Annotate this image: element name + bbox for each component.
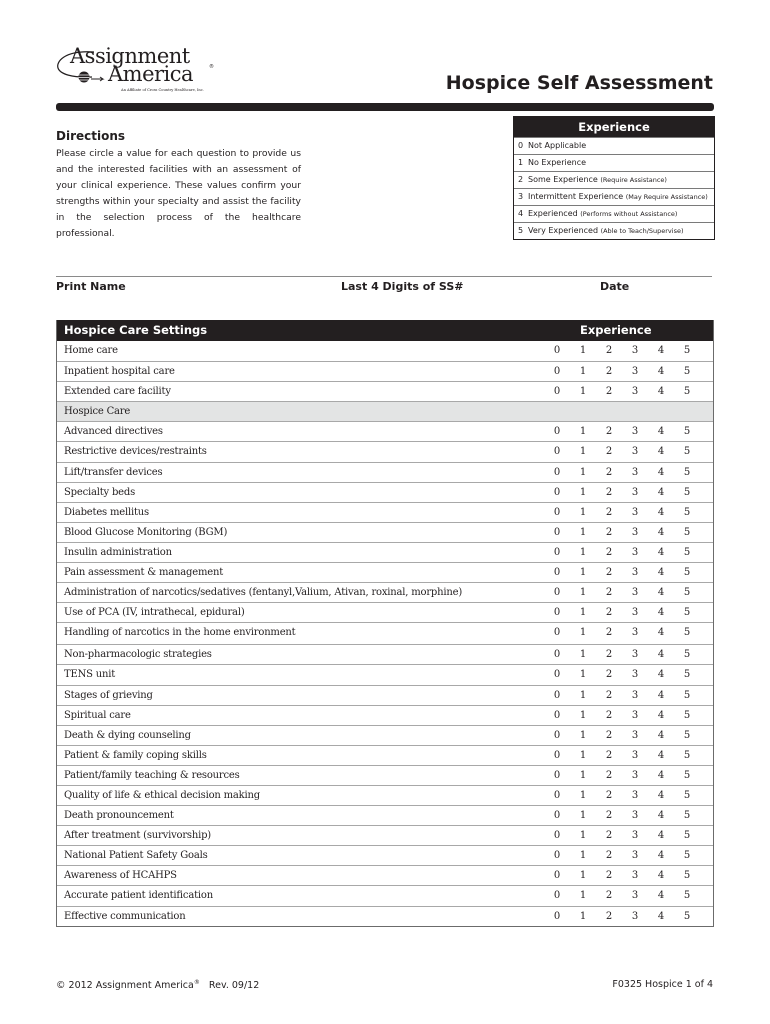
rating-options — [544, 426, 700, 437]
rating-option-3[interactable]: 3 — [631, 567, 639, 579]
row-label: Patient/family teaching & resources — [64, 769, 240, 781]
rating-option-2[interactable]: 2 — [605, 506, 613, 518]
legend-num: 1 — [518, 158, 524, 167]
rating-option-4[interactable]: 4 — [657, 466, 665, 478]
rating-options — [544, 911, 700, 922]
rating-option-4[interactable]: 4 — [657, 607, 665, 619]
experience-header: Experience — [580, 323, 652, 337]
rating-option-5[interactable]: 5 — [683, 366, 691, 378]
rating-option-3[interactable]: 3 — [631, 486, 639, 498]
rating-option-0[interactable]: 0 — [553, 749, 561, 761]
rating-options — [544, 870, 700, 881]
table-row — [57, 725, 713, 745]
rating-option-2[interactable]: 2 — [605, 729, 613, 741]
assignment-america-logo — [54, 44, 224, 94]
rating-option-3[interactable]: 3 — [631, 789, 639, 801]
rating-option-4[interactable]: 4 — [657, 729, 665, 741]
rating-option-0[interactable]: 0 — [553, 627, 561, 639]
rating-options — [544, 607, 700, 618]
rating-option-4[interactable]: 4 — [657, 910, 665, 922]
rating-option-5[interactable]: 5 — [683, 567, 691, 579]
rating-option-0[interactable]: 0 — [553, 546, 561, 558]
rating-option-1[interactable]: 1 — [579, 890, 587, 902]
row-label: Use of PCA (IV, intrathecal, epidural) — [64, 607, 245, 619]
rating-option-2[interactable]: 2 — [605, 466, 613, 478]
rating-options — [544, 627, 700, 638]
row-label: Diabetes mellitus — [64, 506, 149, 518]
rating-option-5[interactable]: 5 — [683, 506, 691, 518]
rating-option-0[interactable]: 0 — [553, 607, 561, 619]
legend-label: Some Experience — [528, 175, 598, 184]
legend-label: Experienced — [528, 209, 578, 218]
rating-option-3[interactable]: 3 — [631, 870, 639, 882]
page-title: Hospice Self Assessment — [445, 72, 713, 94]
rating-option-2[interactable]: 2 — [605, 345, 613, 356]
rating-options — [544, 830, 700, 841]
rating-option-0[interactable]: 0 — [553, 729, 561, 741]
table-row — [57, 341, 713, 361]
rating-option-3[interactable]: 3 — [631, 627, 639, 639]
table-row — [57, 785, 713, 805]
rating-option-5[interactable]: 5 — [683, 446, 691, 458]
rating-option-3[interactable]: 3 — [631, 649, 639, 661]
rating-option-0[interactable]: 0 — [553, 709, 561, 721]
legend-item — [514, 137, 714, 154]
rating-option-2[interactable]: 2 — [605, 789, 613, 801]
row-label: Home care — [64, 345, 118, 356]
row-label: National Patient Safety Goals — [64, 850, 208, 862]
rating-option-5[interactable]: 5 — [683, 386, 691, 398]
rating-options — [544, 507, 700, 518]
rating-option-2[interactable]: 2 — [605, 607, 613, 619]
ssn-label[interactable]: Last 4 Digits of SS# — [341, 280, 464, 293]
rating-option-3[interactable]: 3 — [631, 345, 639, 356]
table-row — [57, 825, 713, 845]
rating-option-3[interactable]: 3 — [631, 526, 639, 538]
rating-option-2[interactable]: 2 — [605, 769, 613, 781]
table-row — [57, 482, 713, 502]
rating-option-3[interactable]: 3 — [631, 689, 639, 701]
row-label: Non-pharmacologic strategies — [64, 649, 212, 661]
table-row — [57, 622, 713, 644]
table-row — [57, 602, 713, 622]
rating-option-0[interactable]: 0 — [553, 669, 561, 681]
row-label: After treatment (survivorship) — [64, 830, 212, 842]
rating-option-2[interactable]: 2 — [605, 709, 613, 721]
rating-option-4[interactable]: 4 — [657, 446, 665, 458]
legend-num: 5 — [518, 226, 524, 235]
table-row — [57, 441, 713, 461]
rating-option-3[interactable]: 3 — [631, 426, 639, 438]
logo-line1: Assignment — [70, 44, 190, 68]
rating-options — [544, 366, 700, 377]
rating-option-2[interactable]: 2 — [605, 910, 613, 922]
rating-option-5[interactable]: 5 — [683, 689, 691, 701]
legend-num: 2 — [518, 175, 524, 184]
row-label: Inpatient hospital care — [64, 366, 175, 378]
rating-option-1[interactable]: 1 — [579, 850, 587, 862]
rating-option-5[interactable]: 5 — [683, 729, 691, 741]
logo-line2: America — [108, 62, 194, 86]
table-row — [57, 582, 713, 602]
logo-tagline: An Affiliate of Cross Country Healthcare, Inc. — [121, 88, 204, 92]
row-label: Lift/transfer devices — [64, 466, 163, 478]
rating-options — [544, 850, 700, 861]
rating-option-3[interactable]: 3 — [631, 810, 639, 822]
rating-option-5[interactable]: 5 — [683, 466, 691, 478]
rating-option-4[interactable]: 4 — [657, 830, 665, 842]
rating-option-4[interactable]: 4 — [657, 526, 665, 538]
rating-option-1[interactable]: 1 — [579, 810, 587, 822]
row-label: Effective communication — [64, 910, 186, 922]
rating-option-1[interactable]: 1 — [579, 870, 587, 882]
section-header: Hospice Care Settings — [64, 323, 208, 337]
legend-label: No Experience — [528, 158, 587, 167]
rating-option-0[interactable]: 0 — [553, 486, 561, 498]
rating-option-0[interactable]: 0 — [553, 345, 561, 356]
rating-option-3[interactable]: 3 — [631, 546, 639, 558]
rating-option-0[interactable]: 0 — [553, 506, 561, 518]
rating-option-4[interactable]: 4 — [657, 345, 665, 356]
directions-heading: Directions — [56, 129, 126, 143]
legend-num: 4 — [518, 209, 524, 218]
rating-option-2[interactable]: 2 — [605, 749, 613, 761]
rating-option-3[interactable]: 3 — [631, 890, 639, 902]
rating-option-1[interactable]: 1 — [579, 627, 587, 639]
legend-note: (Performs without Assistance) — [580, 210, 678, 218]
rating-option-0[interactable]: 0 — [553, 366, 561, 378]
rating-option-5[interactable]: 5 — [683, 769, 691, 781]
rating-options — [544, 345, 700, 356]
rating-option-2[interactable]: 2 — [605, 850, 613, 862]
rating-option-4[interactable]: 4 — [657, 546, 665, 558]
rating-option-4[interactable]: 4 — [657, 486, 665, 498]
print-name-label[interactable]: Print Name — [56, 280, 126, 293]
rating-option-1[interactable]: 1 — [579, 669, 587, 681]
rating-option-1[interactable]: 1 — [579, 506, 587, 518]
table-row — [57, 562, 713, 582]
directions-text: Please circle a value for each question to provide us and the interested facilities with an assessment of your clinical experience. These values confirm your strengths within your specialty and assist the facility in the selection process of the healthcare professional. — [56, 148, 301, 239]
rating-option-3[interactable]: 3 — [631, 506, 639, 518]
legend-note: (May Require Assistance) — [625, 193, 708, 201]
rating-option-4[interactable]: 4 — [657, 506, 665, 518]
rating-options — [544, 386, 700, 397]
rating-option-0[interactable]: 0 — [553, 649, 561, 661]
rating-option-0[interactable]: 0 — [553, 689, 561, 701]
rating-option-5[interactable]: 5 — [683, 830, 691, 842]
legend-num: 3 — [518, 192, 524, 201]
rating-option-4[interactable]: 4 — [657, 789, 665, 801]
table-row — [57, 906, 713, 926]
rating-option-2[interactable]: 2 — [605, 830, 613, 842]
rating-options — [544, 810, 700, 821]
rating-option-3[interactable]: 3 — [631, 729, 639, 741]
rating-option-5[interactable]: 5 — [683, 890, 691, 902]
rating-option-0[interactable]: 0 — [553, 769, 561, 781]
rating-option-5[interactable]: 5 — [683, 649, 691, 661]
rating-option-3[interactable]: 3 — [631, 386, 639, 398]
rating-option-5[interactable]: 5 — [683, 749, 691, 761]
row-label: Administration of narcotics/sedatives (fentanyl,Valium, Ativan, roxinal, morphine) — [64, 587, 463, 599]
rating-option-5[interactable]: 5 — [683, 789, 691, 801]
legend-item — [514, 188, 714, 205]
table-row — [57, 522, 713, 542]
rating-option-4[interactable]: 4 — [657, 890, 665, 902]
rating-option-1[interactable]: 1 — [579, 386, 587, 398]
rating-option-3[interactable]: 3 — [631, 830, 639, 842]
rating-option-2[interactable]: 2 — [605, 546, 613, 558]
table-row — [57, 885, 713, 905]
rating-option-3[interactable]: 3 — [631, 709, 639, 721]
rating-option-5[interactable]: 5 — [683, 426, 691, 438]
table-row — [57, 865, 713, 885]
registered-mark: ® — [209, 64, 214, 70]
rating-options — [544, 730, 700, 741]
rating-option-4[interactable]: 4 — [657, 567, 665, 579]
group-row — [57, 401, 713, 421]
rating-option-1[interactable]: 1 — [579, 729, 587, 741]
rating-option-0[interactable]: 0 — [553, 386, 561, 398]
rating-option-2[interactable]: 2 — [605, 689, 613, 701]
rating-option-1[interactable]: 1 — [579, 546, 587, 558]
row-label: Specialty beds — [64, 486, 136, 498]
rating-option-2[interactable]: 2 — [605, 386, 613, 398]
rating-option-1[interactable]: 1 — [579, 526, 587, 538]
rating-option-3[interactable]: 3 — [631, 466, 639, 478]
rating-option-4[interactable]: 4 — [657, 426, 665, 438]
rating-option-0[interactable]: 0 — [553, 426, 561, 438]
table-row — [57, 361, 713, 381]
rating-options — [544, 770, 700, 781]
table-row — [57, 685, 713, 705]
rating-option-1[interactable]: 1 — [579, 366, 587, 378]
rating-option-0[interactable]: 0 — [553, 466, 561, 478]
rating-options — [544, 567, 700, 578]
rating-option-2[interactable]: 2 — [605, 426, 613, 438]
rating-options — [544, 690, 700, 701]
rating-option-4[interactable]: 4 — [657, 709, 665, 721]
assessment-table — [56, 320, 714, 927]
table-row — [57, 421, 713, 441]
date-label[interactable]: Date — [600, 280, 630, 293]
legend-item — [514, 222, 714, 239]
row-label: TENS unit — [64, 669, 116, 681]
table-row — [57, 462, 713, 482]
signature-line — [56, 276, 712, 277]
row-label: Death & dying counseling — [64, 729, 191, 741]
legend-label: Intermittent Experience — [528, 192, 624, 201]
rating-option-5[interactable]: 5 — [683, 810, 691, 822]
row-label: Pain assessment & management — [64, 567, 224, 579]
legend-note: (Require Assistance) — [600, 176, 667, 184]
rating-option-3[interactable]: 3 — [631, 910, 639, 922]
rating-option-1[interactable]: 1 — [579, 567, 587, 579]
rating-option-3[interactable]: 3 — [631, 769, 639, 781]
rating-option-1[interactable]: 1 — [579, 830, 587, 842]
rating-option-0[interactable]: 0 — [553, 910, 561, 922]
rating-option-1[interactable]: 1 — [579, 749, 587, 761]
rating-option-1[interactable]: 1 — [579, 910, 587, 922]
rating-option-4[interactable]: 4 — [657, 689, 665, 701]
row-label: Awareness of HCAHPS — [64, 870, 177, 882]
legend-num: 0 — [518, 141, 524, 150]
table-row — [57, 805, 713, 825]
row-label: Spiritual care — [64, 709, 131, 721]
rating-option-3[interactable]: 3 — [631, 366, 639, 378]
rating-option-0[interactable]: 0 — [553, 789, 561, 801]
rating-option-3[interactable]: 3 — [631, 607, 639, 619]
rating-option-4[interactable]: 4 — [657, 669, 665, 681]
rating-option-3[interactable]: 3 — [631, 587, 639, 599]
rating-option-1[interactable]: 1 — [579, 607, 587, 619]
table-row — [57, 765, 713, 785]
rating-option-3[interactable]: 3 — [631, 850, 639, 862]
rating-option-4[interactable]: 4 — [657, 870, 665, 882]
rating-option-1[interactable]: 1 — [579, 709, 587, 721]
rating-option-3[interactable]: 3 — [631, 669, 639, 681]
rating-option-4[interactable]: 4 — [657, 769, 665, 781]
rating-option-2[interactable]: 2 — [605, 890, 613, 902]
rating-option-2[interactable]: 2 — [605, 649, 613, 661]
legend-item — [514, 205, 714, 222]
rating-option-3[interactable]: 3 — [631, 749, 639, 761]
rating-option-4[interactable]: 4 — [657, 627, 665, 639]
rating-options — [544, 649, 700, 660]
rating-option-4[interactable]: 4 — [657, 366, 665, 378]
row-label: Quality of life & ethical decision making — [64, 789, 260, 801]
table-row — [57, 705, 713, 725]
rating-option-0[interactable]: 0 — [553, 567, 561, 579]
form-id: F0325 Hospice 1 of 4 — [612, 979, 713, 990]
rating-option-1[interactable]: 1 — [579, 426, 587, 438]
rating-option-5[interactable]: 5 — [683, 627, 691, 639]
row-label: Hospice Care — [64, 406, 131, 418]
legend-label: Not Applicable — [528, 141, 587, 150]
legend-label: Very Experienced — [528, 226, 599, 235]
table-row — [57, 502, 713, 522]
rating-option-0[interactable]: 0 — [553, 810, 561, 822]
rating-option-5[interactable]: 5 — [683, 345, 691, 356]
rating-option-4[interactable]: 4 — [657, 587, 665, 599]
header-divider — [56, 103, 714, 111]
rating-option-0[interactable]: 0 — [553, 587, 561, 599]
rating-options — [544, 487, 700, 498]
rating-option-1[interactable]: 1 — [579, 446, 587, 458]
row-label: Patient & family coping skills — [64, 749, 207, 761]
rating-options — [544, 527, 700, 538]
rating-option-5[interactable]: 5 — [683, 910, 691, 922]
row-label: Insulin administration — [64, 546, 172, 558]
rating-option-5[interactable]: 5 — [683, 486, 691, 498]
rating-option-5[interactable]: 5 — [683, 850, 691, 862]
rating-option-2[interactable]: 2 — [605, 526, 613, 538]
rating-option-5[interactable]: 5 — [683, 709, 691, 721]
rating-option-2[interactable]: 2 — [605, 627, 613, 639]
rating-option-2[interactable]: 2 — [605, 870, 613, 882]
rating-option-0[interactable]: 0 — [553, 830, 561, 842]
rating-options — [544, 547, 700, 558]
row-label: Stages of grieving — [64, 689, 153, 701]
rating-option-4[interactable]: 4 — [657, 749, 665, 761]
rating-option-0[interactable]: 0 — [553, 526, 561, 538]
rating-option-5[interactable]: 5 — [683, 587, 691, 599]
rating-option-5[interactable]: 5 — [683, 870, 691, 882]
rating-option-1[interactable]: 1 — [579, 649, 587, 661]
rating-option-2[interactable]: 2 — [605, 810, 613, 822]
rating-options — [544, 446, 700, 457]
table-header — [57, 320, 713, 341]
rating-option-4[interactable]: 4 — [657, 649, 665, 661]
rating-option-4[interactable]: 4 — [657, 386, 665, 398]
row-label: Extended care facility — [64, 386, 171, 398]
row-label: Advanced directives — [64, 426, 163, 438]
rating-option-5[interactable]: 5 — [683, 607, 691, 619]
rating-option-2[interactable]: 2 — [605, 587, 613, 599]
table-row — [57, 845, 713, 865]
table-row — [57, 644, 713, 664]
revision: Rev. 09/12 — [208, 980, 260, 992]
rating-options — [544, 710, 700, 721]
rating-option-0[interactable]: 0 — [553, 446, 561, 458]
rating-options — [544, 890, 700, 901]
rating-option-1[interactable]: 1 — [579, 587, 587, 599]
table-row — [57, 542, 713, 562]
row-label: Death pronouncement — [64, 810, 174, 822]
rating-option-5[interactable]: 5 — [683, 526, 691, 538]
rating-options — [544, 750, 700, 761]
rating-option-3[interactable]: 3 — [631, 446, 639, 458]
row-label: Handling of narcotics in the home environment — [64, 627, 296, 639]
rating-option-0[interactable]: 0 — [553, 870, 561, 882]
rating-option-1[interactable]: 1 — [579, 466, 587, 478]
rating-option-1[interactable]: 1 — [579, 769, 587, 781]
experience-legend — [513, 116, 715, 240]
legend-heading: Experience — [514, 117, 714, 137]
rating-option-2[interactable]: 2 — [605, 567, 613, 579]
legend-item — [514, 171, 714, 188]
rating-option-4[interactable]: 4 — [657, 850, 665, 862]
legend-note: (Able to Teach/Supervise) — [600, 227, 684, 235]
rating-option-1[interactable]: 1 — [579, 689, 587, 701]
footer-copyright: © 2012 Assignment America® Rev. 09/12 — [56, 979, 260, 992]
rating-option-1[interactable]: 1 — [579, 486, 587, 498]
rating-option-5[interactable]: 5 — [683, 669, 691, 681]
rating-option-1[interactable]: 1 — [579, 789, 587, 801]
rating-option-0[interactable]: 0 — [553, 850, 561, 862]
table-row — [57, 664, 713, 684]
rating-options — [544, 669, 700, 680]
rating-option-0[interactable]: 0 — [553, 890, 561, 902]
rating-option-2[interactable]: 2 — [605, 446, 613, 458]
rating-option-2[interactable]: 2 — [605, 366, 613, 378]
row-label: Restrictive devices/restraints — [64, 446, 207, 458]
rating-options — [544, 467, 700, 478]
rating-options — [544, 790, 700, 801]
legend-item — [514, 154, 714, 171]
rating-option-4[interactable]: 4 — [657, 810, 665, 822]
rating-option-2[interactable]: 2 — [605, 669, 613, 681]
rating-option-1[interactable]: 1 — [579, 345, 587, 356]
rating-options — [544, 587, 700, 598]
rating-option-5[interactable]: 5 — [683, 546, 691, 558]
rating-option-2[interactable]: 2 — [605, 486, 613, 498]
table-row — [57, 381, 713, 401]
table-row — [57, 745, 713, 765]
row-label: Accurate patient identification — [64, 890, 213, 902]
row-label: Blood Glucose Monitoring (BGM) — [64, 526, 228, 538]
